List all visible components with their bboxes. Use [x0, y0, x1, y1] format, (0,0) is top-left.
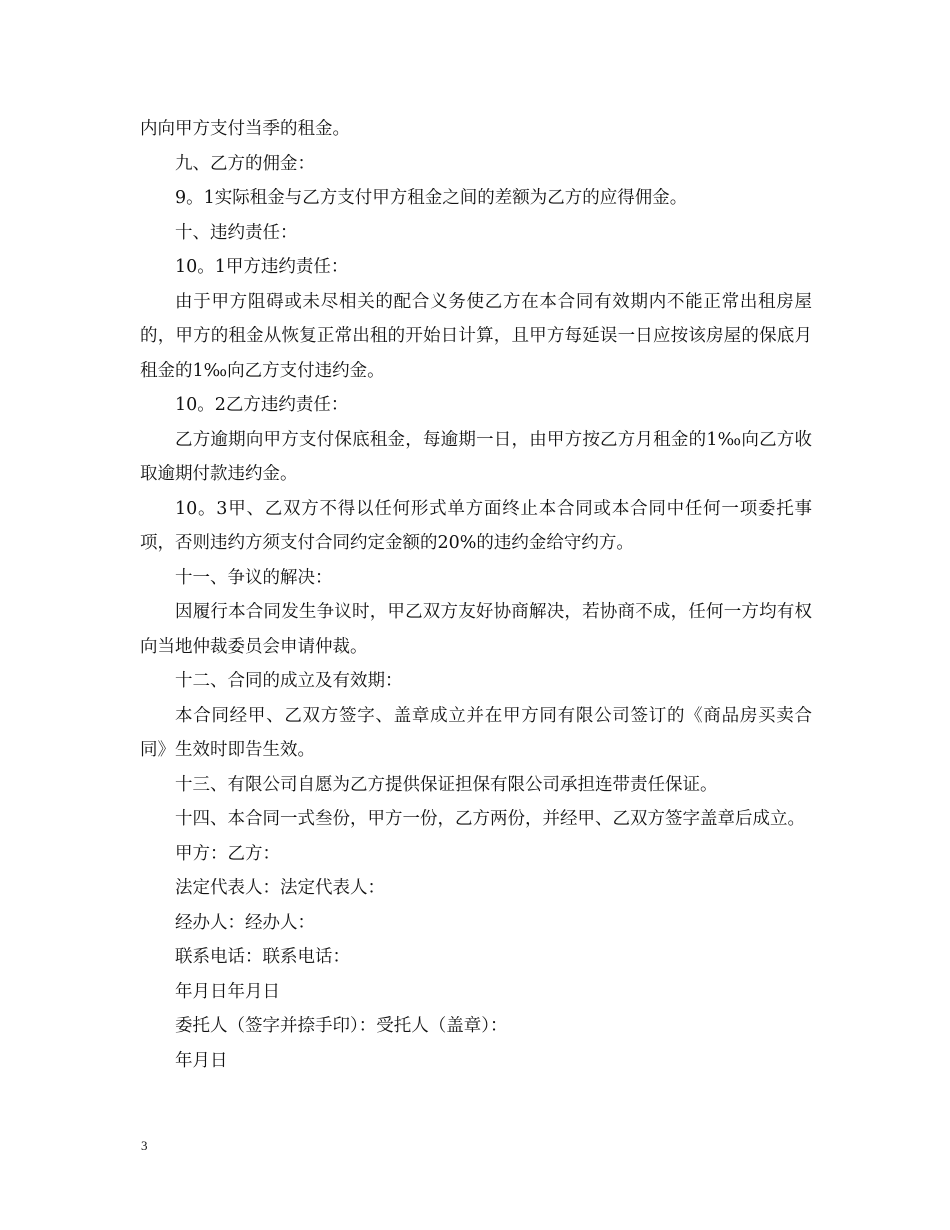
paragraph: 由于甲方阻碍或未尽相关的配合义务使乙方在本合同有效期内不能正常出租房屋的，甲方的租金从恢复正常出租的开始日计算，且甲方每延误一日应按该房屋的保底月租金的1‰向乙方支付违约金。	[140, 291, 812, 381]
signature-phone-line: 联系电话：联系电话：	[175, 947, 350, 967]
signature-representative-line: 法定代表人：法定代表人：	[175, 878, 385, 898]
section-heading: 九、乙方的佣金：	[175, 153, 315, 174]
paragraph: 十四、本合同一式叁份，甲方一份，乙方两份，并经甲、乙双方签字盖章后成立。	[175, 809, 805, 829]
paragraph: 10。3甲、乙双方不得以任何形式单方面终止本合同或本合同中任何一项委托事项，否则违约方须支付合同约定金额的20%的违约金给守约方。	[140, 498, 812, 553]
page-number: 3	[141, 1138, 148, 1153]
signature-agent-line: 经办人：经办人：	[175, 912, 315, 933]
paragraph: 本合同经甲、乙双方签字、盖章成立并在甲方同有限公司签订的《商品房买卖合同》生效时即告生效。	[140, 705, 812, 760]
section-heading: 十、违约责任：	[175, 222, 298, 243]
signature-date-line: 年月日年月日	[175, 981, 280, 1002]
paragraph: 内向甲方支付当季的租金。	[140, 119, 350, 139]
section-heading: 十二、合同的成立及有效期：	[175, 671, 403, 691]
signature-date-line: 年月日	[175, 1050, 228, 1071]
paragraph: 9。1实际租金与乙方支付甲方租金之间的差额为乙方的应得佣金。	[175, 188, 688, 208]
paragraph: 十三、有限公司自愿为乙方提供保证担保有限公司承担连带责任保证。	[175, 774, 718, 795]
signature-principal-line: 委托人（签字并捺手印）：受托人（盖章）：	[175, 1016, 508, 1036]
subsection-heading: 10。1甲方违约责任：	[175, 257, 349, 277]
section-heading: 十一、争议的解决：	[175, 567, 333, 588]
paragraph: 因履行本合同发生争议时，甲乙双方友好协商解决，若协商不成，任何一方均有权向当地仲裁委员会申请仲裁。	[140, 602, 812, 657]
signature-party-line: 甲方：乙方：	[175, 843, 280, 864]
paragraph: 乙方逾期向甲方支付保底租金，每逾期一日，由甲方按乙方月租金的1‰向乙方收取逾期付款违约金。	[140, 429, 812, 484]
subsection-heading: 10。2乙方违约责任：	[175, 395, 349, 415]
document-body	[140, 112, 812, 1078]
